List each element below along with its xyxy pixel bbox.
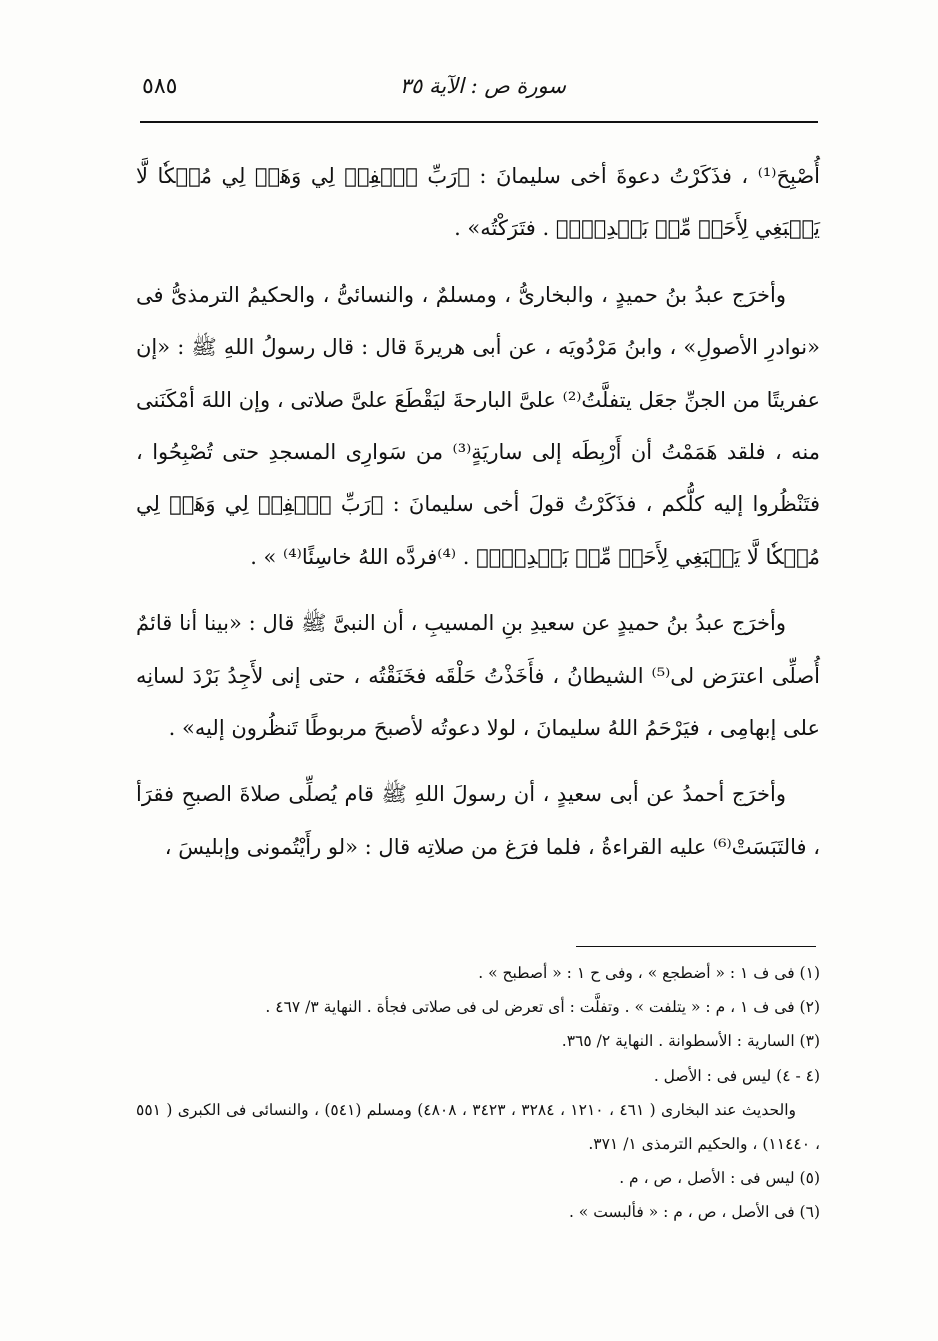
paragraph-said-ibn-musayyib-hadith: وأخرَج عبدُ بنُ حميدٍ عن سعيدِ بنِ المسيبِ ، أن النبىَّ ﷺ قال : «بينا أنا قائمٌ أُصلِّى اعترَض لى⁽⁵⁾ الشيطانُ ، فأَخَذْتُ حَلْقَه فخَنَقْتُه ، حتى إنى لأَجِدُ بَرْدَ لسانِه على إبهامِى ، فيَرْحَمُ اللهُ سليمانَ ، لولا دعوتُه لأصبحَ مربوطًا تَنظُرون إليه» . <box>136 611 820 741</box>
footnote-5: (٥) ليس فى : الأصل ، ص ، م . <box>619 1169 820 1188</box>
footnote-3: (٣) السارية : الأسطوانة . النهاية ٢/ ٣٦٥. <box>561 1032 820 1051</box>
footnote-2: (٢) فى ف ١ ، م : « يتلفت » . وتفلَّت : أى تعرض لى فى صلاتى فجأة . النهاية ٣/ ٤٦٧ . <box>265 998 820 1017</box>
running-header <box>140 66 816 116</box>
footnote-6: (٦) فى الأصل ، ص ، م : « فألبست » . <box>568 1203 820 1222</box>
paragraph-continuation: أُصْبِحَ⁽¹⁾ ، فذَكَرْتُ دعوةَ أخى سليمانَ : ﴿رَبِّ ٱغۡفِرۡ لِي وَهَبۡ لِي مُلۡكٗا لَّا يَنۢبَغِي لِأَحَدٖ مِّنۢ بَعۡدِيٓۖ﴾ . فتَرَكْتُه» . <box>136 164 820 241</box>
footnote-4: (٤ - ٤) ليس فى : الأصل . <box>653 1066 820 1085</box>
footnote-hadith-references: والحديث عند البخارى ( ٤٦١ ، ١٢١٠ ، ٣٢٨٤ ، ٣٤٢٣ ، ٤٨٠٨) ومسلم (٥٤١) ، والنسائى فى الكبرى ( ٥٥١ ، ١١٤٤٠) ، والحكيم الترمذى ١/ ٣٧١. <box>136 1100 820 1154</box>
main-text <box>136 150 820 873</box>
footnote-1: (١) فى ف ١ : « أضطجع » ، وفى ح ١ : « أصطبح » . <box>478 964 820 982</box>
footnote-divider <box>576 946 816 947</box>
paragraph-abu-hurayra-hadith: وأخرَج عبدُ بنُ حميدٍ ، والبخارىُّ ، ومسلمٌ ، والنسائىُّ ، والحكيمُ الترمذىُّ فى «نوادرِ الأصولِ» ، وابنُ مَرْدُويَه ، عن أبى هريرةَ قال : قال رسولُ اللهِ ﷺ : «إن عفريتًا من الجنِّ جعَل يتفلَّتُ⁽²⁾ علىَّ البارحةَ ليَقْطَعَ علىَّ صلاتى ، وإن اللهَ أمْكَنَنى منه ، فلقد هَمَمْتُ أن أَرْبِطَه إلى ساريَةٍ⁽³⁾ من سَوارِى المسجدِ حتى تُصْبِحُوا ، فتَنْظُروا إليه كلُّكم ، فذَكَرْتُ قولَ أخى سليمانَ : ﴿رَبِّ ٱغۡفِرۡ لِي وَهَبۡ لِي مُلۡكٗا لَّا يَنۢبَغِي لِأَحَدٖ مِّنۢ بَعۡدِيٓۖ﴾ . ⁽⁴⁾فردَّه اللهُ خاسِئًا⁽⁴⁾ » . <box>136 282 820 569</box>
header-divider <box>140 121 818 123</box>
footnotes <box>136 956 820 1230</box>
paragraph-abu-said-hadith: وأخرَج أحمدُ عن أبى سعيدٍ ، أن رسولَ اللهِ ﷺ قام يُصلِّى صلاةَ الصبحِ فقرَأ ، فالتَبَسَتْ⁽⁶⁾ عليه القراءةُ ، فلما فرَغ من صلاتِه قال : «لو رأَيْتُمونى وإبليسَ ، <box>136 782 820 859</box>
running-header-title: سورة ص : الآية ٣٥ <box>399 74 566 98</box>
page-number: ٥٨٥ <box>142 74 178 99</box>
